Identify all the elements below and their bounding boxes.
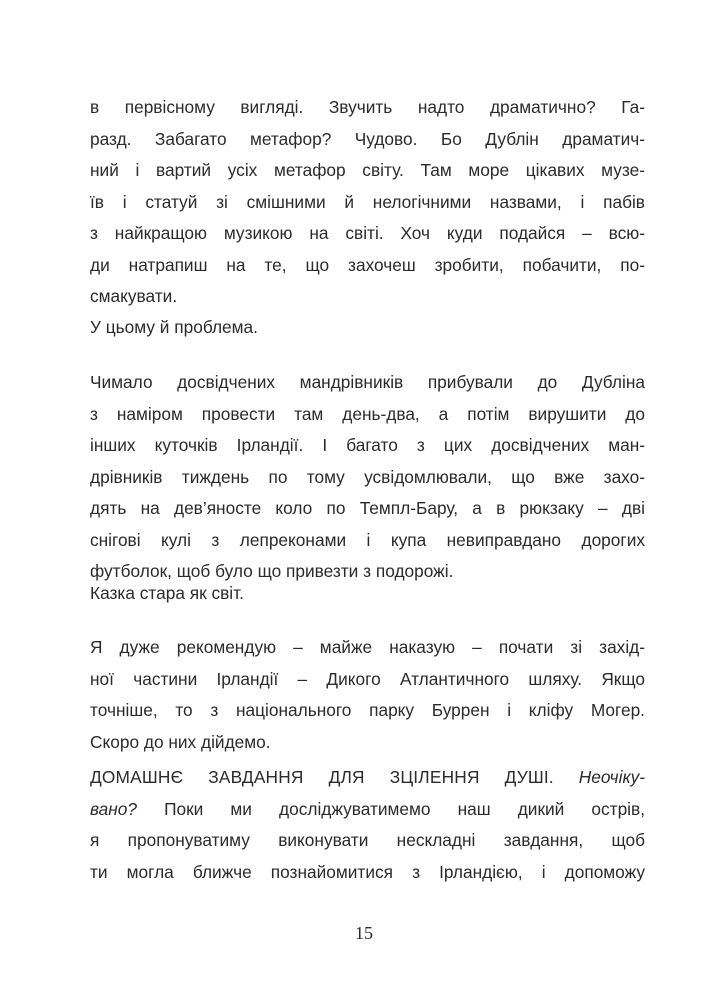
paragraph-problem: [90, 312, 645, 344]
text-line: У цьому й проблема.: [90, 317, 258, 337]
text-line: дять на дев’яносте коло по Темпл-Бару, а в рюкзаку – дві: [90, 498, 645, 518]
paragraph-homework: [90, 762, 645, 888]
text-line: в первісному вигляді. Звучить надто драматично? Га-: [90, 97, 645, 117]
paragraph-travelers: [90, 367, 645, 588]
text-line: футболок, щоб було що привезти з подорожі.: [90, 561, 454, 581]
text-line: Скоро до них дійдемо.: [90, 731, 271, 752]
homework-heading: ДОМАШНЄ ЗАВДАННЯ ДЛЯ ЗЦІЛЕННЯ ДУШІ.: [90, 767, 554, 787]
text-line: інших куточків Ірландії. І багато з цих досвідчених ман-: [90, 435, 645, 455]
text-line: [90, 762, 645, 794]
text-line: дрівників тиждень по тому усвідомлювали, що вже захо-: [90, 466, 645, 487]
paragraph-recommendation: [90, 632, 645, 758]
text-segment: Поки ми досліджуватимемо наш дикий острів,: [164, 798, 645, 819]
text-line: снігові кулі з лепреконами і купа невиправдано дорогих: [90, 529, 645, 550]
text-line: точніше, то з національного парку Буррен і кліфу Могер.: [90, 700, 645, 720]
text-line: Чимало досвідчених мандрівників прибували до Дубліна: [90, 372, 645, 392]
paragraph-dublin-description: [90, 92, 645, 313]
italic-phrase: Неочіку-: [578, 767, 645, 787]
text-line: [90, 794, 645, 826]
text-line: їв і статуй зі смішними й нелогічними назвами, і пабів: [90, 191, 645, 212]
text-line: разд. Забагато метафор? Чудово. Бо Дублін драматич-: [90, 128, 645, 149]
text-line: з найкращою музикою на світі. Хоч куди подайся – всю-: [90, 223, 645, 243]
text-line: з наміром провести там день-два, а потім вирушити до: [90, 403, 645, 424]
page-number: 15: [355, 923, 373, 943]
italic-phrase: вано?: [90, 798, 137, 819]
text-line: ний і вартий усіх метафор світу. Там море цікавих музе-: [90, 160, 645, 180]
text-line: ної частини Ірландії – Дикого Атлантичного шляху. Якщо: [90, 668, 645, 689]
text-line: смакувати.: [90, 286, 178, 306]
text-line: Казка стара як світ.: [90, 583, 244, 603]
text-line: ди натрапиш на те, що захочеш зробити, побачити, по-: [90, 254, 645, 275]
text-line: Я дуже рекомендую – майже наказую – почати зі захід-: [90, 637, 645, 657]
text-line: я пропонуватиму виконувати нескладні завдання, щоб: [90, 830, 645, 850]
paragraph-old-tale: [90, 578, 645, 610]
text-line: ти могла ближче познайомитися з Ірландією, і допоможу: [90, 861, 645, 882]
